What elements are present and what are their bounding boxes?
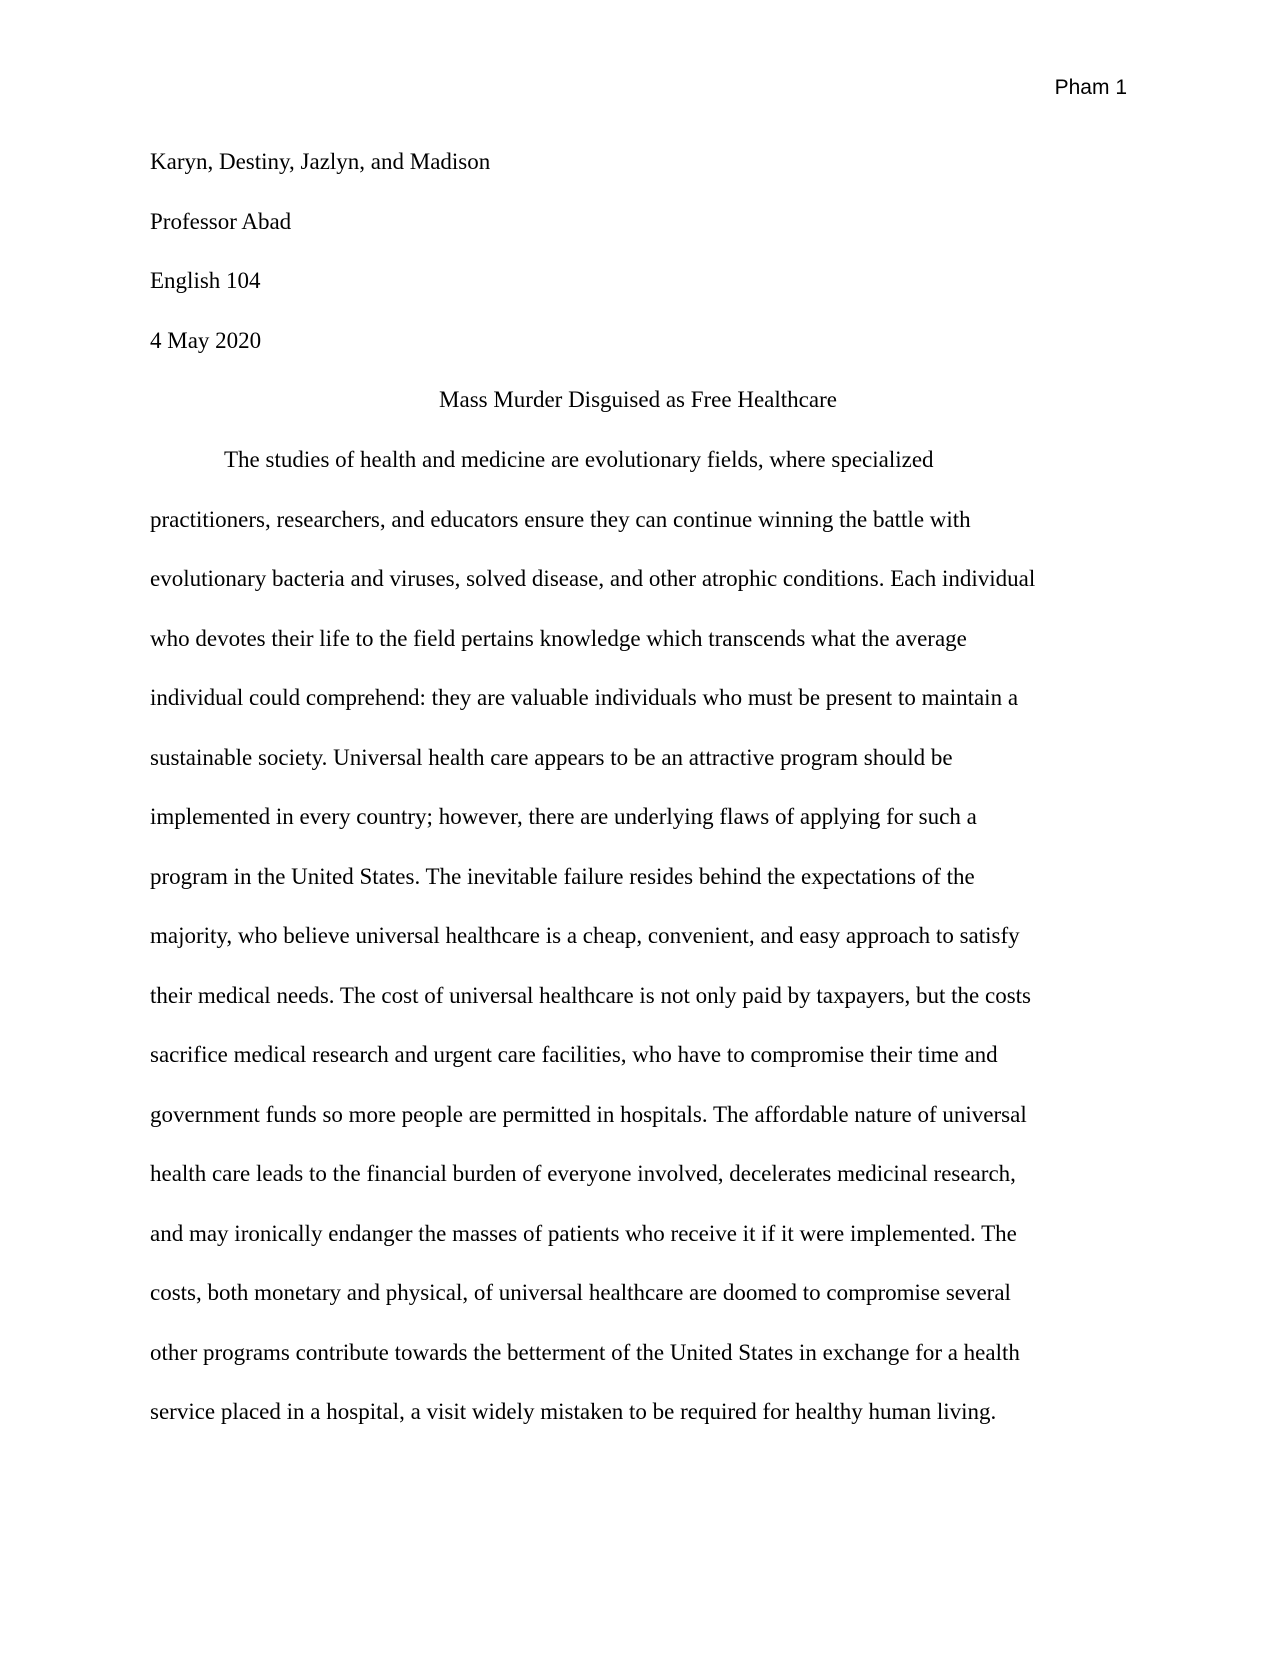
body-line: majority, who believe universal healthcare is a cheap, convenient, and easy approach to satisfy [150, 923, 1020, 948]
body-line: individual could comprehend: they are valuable individuals who must be present to maintain a [150, 685, 1019, 710]
instructor-name: Professor Abad [150, 208, 292, 234]
essay-body [150, 446, 1035, 1458]
author-names: Karyn, Destiny, Jazlyn, and Madison [150, 149, 491, 174]
body-line: their medical needs. The cost of universal healthcare is not only paid by taxpayers, but the costs [150, 982, 1031, 1008]
body-line: health care leads to the financial burden of everyone involved, decelerates medicinal research, [150, 1161, 1016, 1186]
course-name: English 104 [150, 268, 261, 293]
body-line: evolutionary bacteria and viruses, solved disease, and other atrophic conditions. Each individual [150, 566, 1036, 591]
document-date: 4 May 2020 [150, 327, 262, 353]
body-line: sacrifice medical research and urgent care facilities, who have to compromise their time and [150, 1042, 998, 1067]
essay-title: Mass Murder Disguised as Free Healthcare [439, 387, 837, 412]
mla-heading [150, 148, 490, 386]
body-line: government funds so more people are permitted in hospitals. The affordable nature of universal [150, 1101, 1027, 1127]
body-line: The studies of health and medicine are evolutionary fields, where specialized [224, 447, 934, 472]
body-line: who devotes their life to the field pertains knowledge which transcends what the average [150, 625, 967, 651]
body-line: sustainable society. Universal health care appears to be an attractive program should be [150, 744, 953, 770]
running-header: Pham 1 [1054, 76, 1127, 99]
body-line: implemented in every country; however, there are underlying flaws of applying for such a [150, 804, 977, 829]
body-line: program in the United States. The inevitable failure resides behind the expectations of the [150, 863, 975, 889]
body-line: other programs contribute towards the betterment of the United States in exchange for a health [150, 1339, 1020, 1365]
body-line: costs, both monetary and physical, of universal healthcare are doomed to compromise several [150, 1280, 1011, 1305]
body-line: practitioners, researchers, and educators ensure they can continue winning the battle with [150, 506, 971, 532]
body-line: and may ironically endanger the masses of patients who receive it if it were implemented. The [150, 1220, 1017, 1246]
body-line: service placed in a hospital, a visit widely mistaken to be required for healthy human living. [150, 1399, 997, 1424]
